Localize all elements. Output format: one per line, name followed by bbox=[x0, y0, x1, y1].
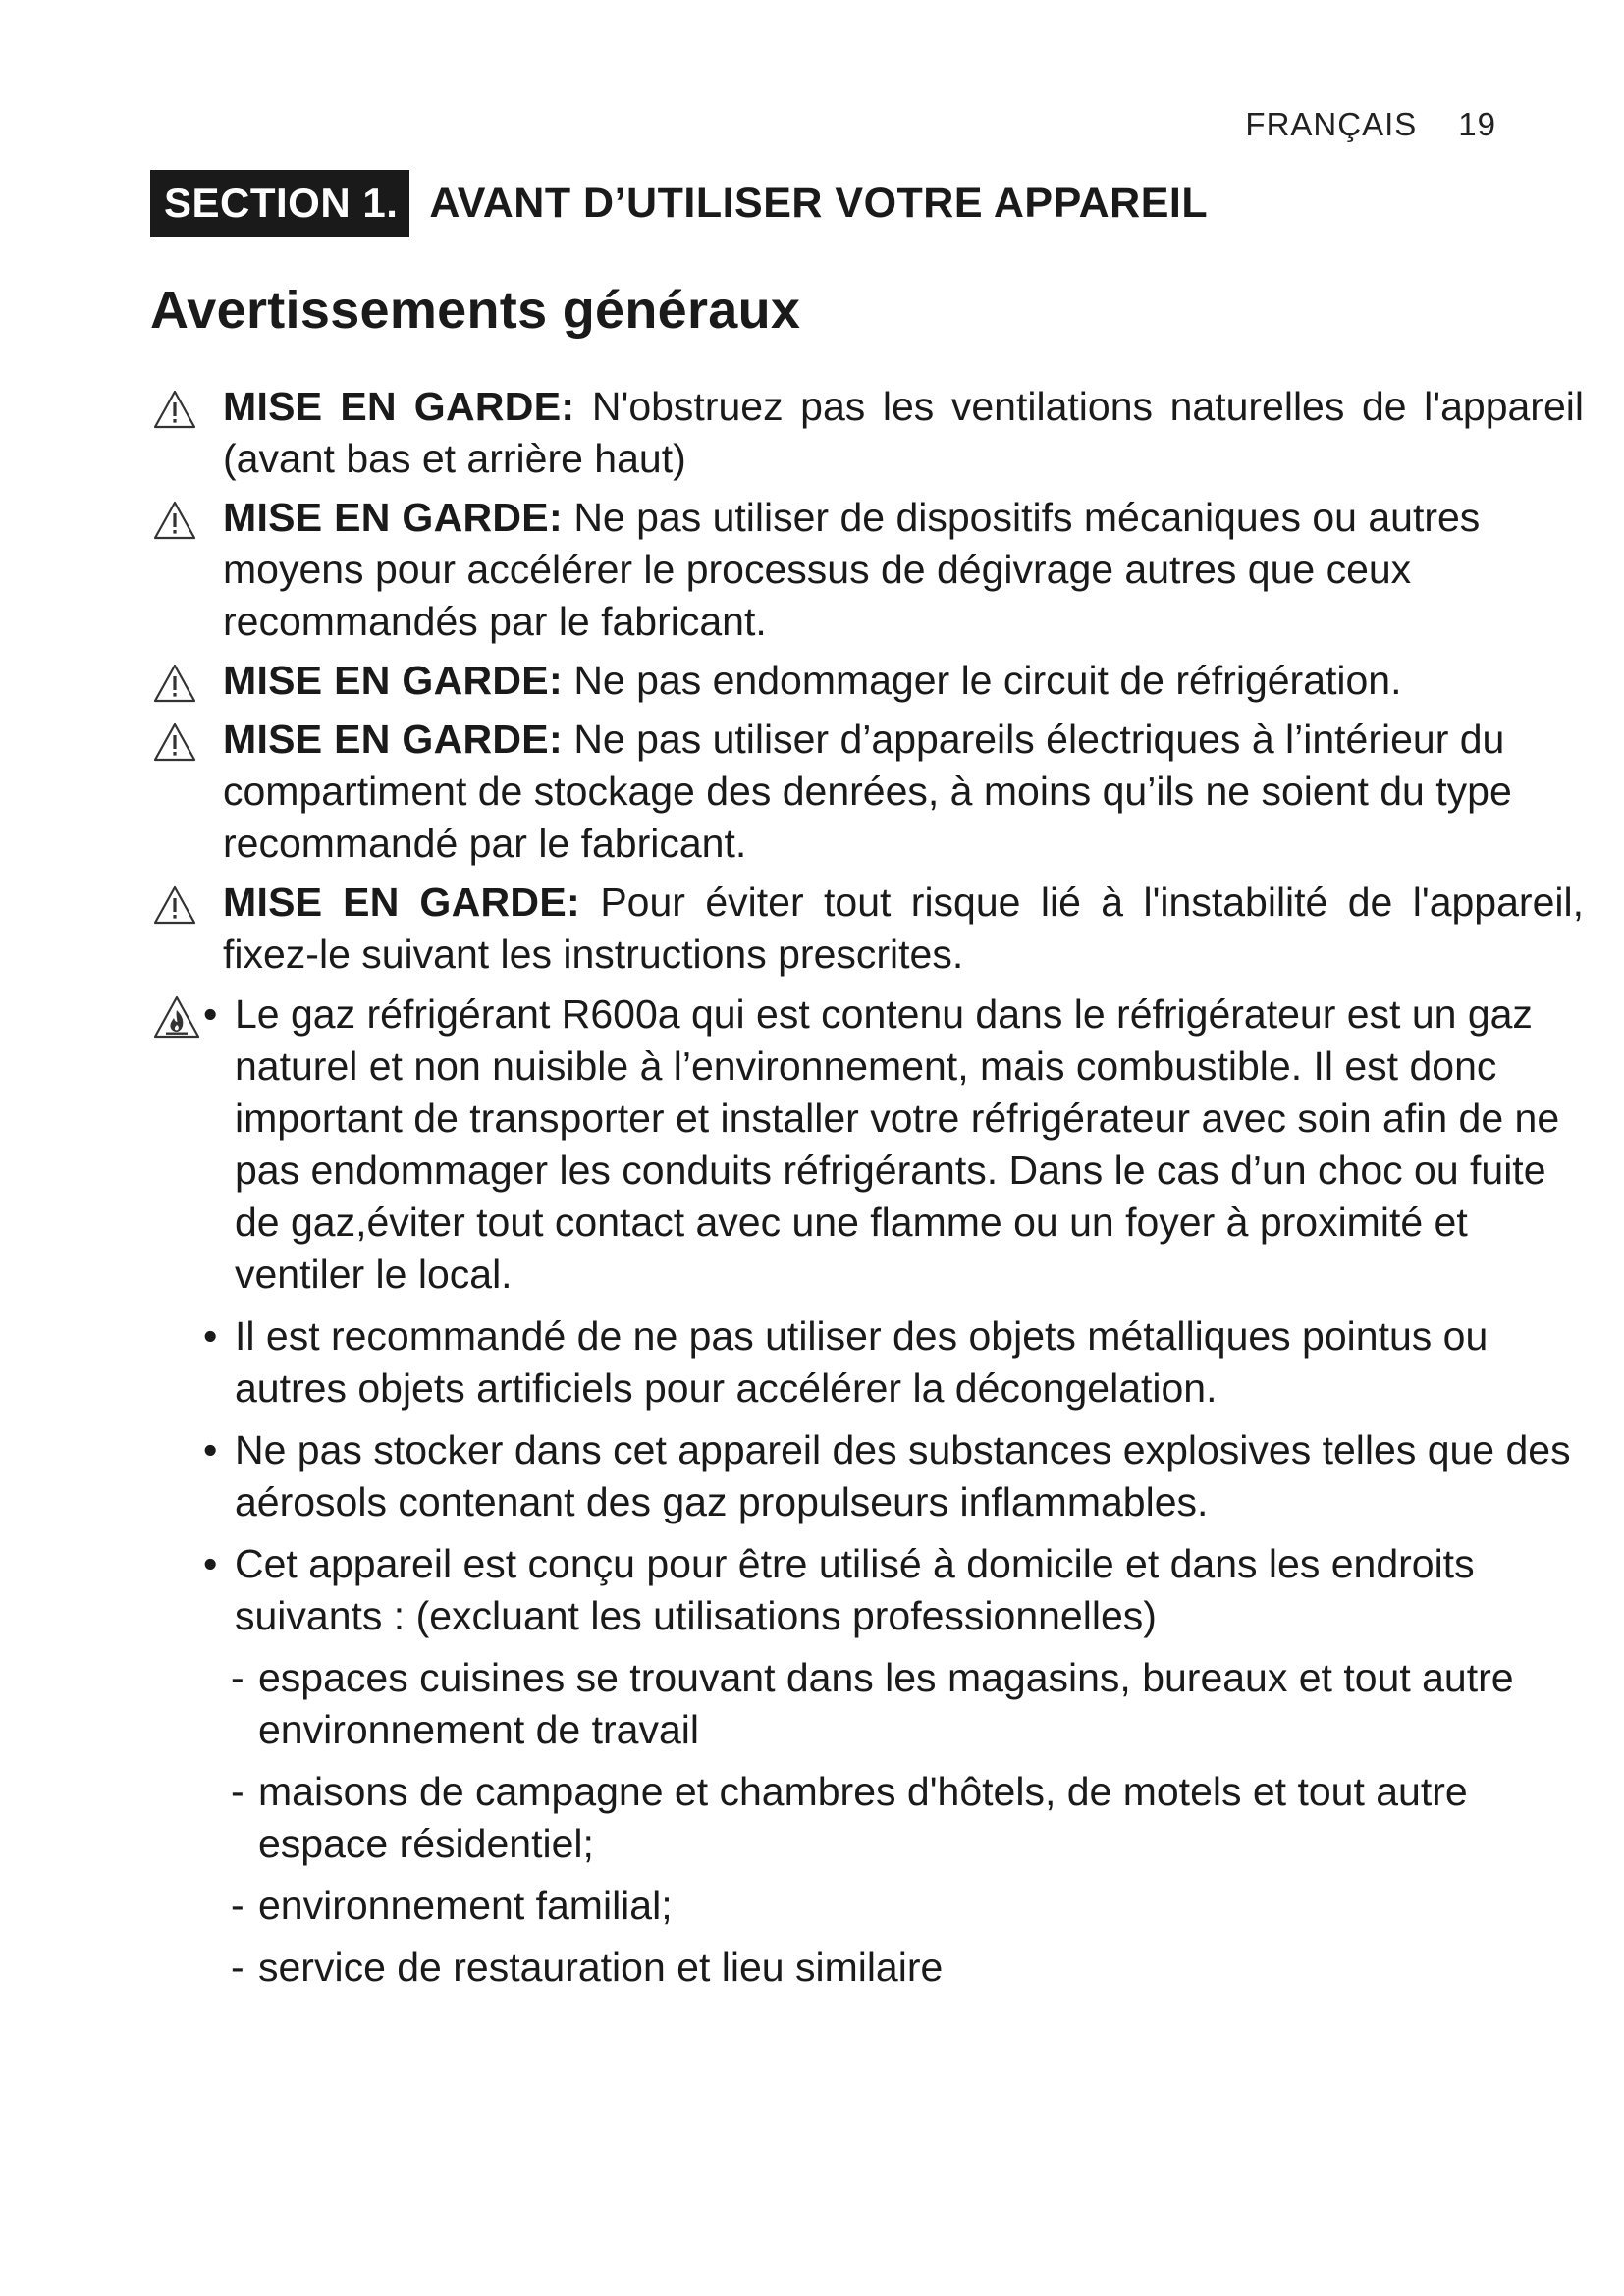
warning-triangle-icon bbox=[152, 884, 197, 926]
gas-note-text: Le gaz réfrigérant R600a qui est contenu dans le réfrigérateur est un gaz naturel et non nuisible à l’environnement, mais combustible. Il est donc important de transporter et installer votre réfrigérateur avec soin afin de ne pas endommager les conduits réfrigérants. Dans le cas d’un choc ou fuite de gaz,éviter tout contact avec une flamme ou un foyer à proximité et ventiler le local. bbox=[235, 991, 1560, 1297]
warning-triangle-icon bbox=[152, 500, 197, 541]
list-item bbox=[150, 1538, 1584, 1642]
warning-lead: MISE EN GARDE: bbox=[223, 495, 563, 540]
warning-item bbox=[150, 492, 1584, 648]
page-title: Avertissements généraux bbox=[150, 281, 801, 340]
refrigerant-gas-note bbox=[150, 988, 1584, 1301]
sub-list-item-text: environnement familial; bbox=[258, 1883, 673, 1928]
list-item-text: Ne pas stocker dans cet appareil des substances explosives telles que des aérosols contenant des gaz propulseurs inflammables. bbox=[235, 1427, 1571, 1524]
warning-text: Pour éviter tout risque lié à l'instabilité de l'appareil, fixez-le suivant les instructions prescrites. bbox=[223, 880, 1584, 977]
sub-list-item bbox=[150, 1880, 1584, 1932]
page-number: 19 bbox=[1458, 106, 1496, 142]
warning-triangle-icon bbox=[152, 721, 197, 763]
warning-item bbox=[150, 655, 1584, 707]
sub-list-item-text: espaces cuisines se trouvant dans les magasins, bureaux et tout autre environnement de travail bbox=[258, 1655, 1514, 1752]
warning-item bbox=[150, 714, 1584, 870]
dash-symbol: - bbox=[231, 1883, 244, 1928]
dash-symbol: - bbox=[231, 1769, 244, 1814]
list-item-text: Il est recommandé de ne pas utiliser des objets métalliques pointus ou autres objets artificiels pour accélérer la décongelation. bbox=[235, 1313, 1489, 1411]
sub-list-item bbox=[150, 1652, 1584, 1756]
sub-list-item bbox=[150, 1766, 1584, 1870]
running-header bbox=[1245, 106, 1496, 143]
dash-symbol: - bbox=[231, 1655, 244, 1700]
warning-triangle-icon bbox=[152, 663, 197, 704]
list-item-text: Cet appareil est conçu pour être utilisé à domicile et dans les endroits suivants : (excluant les utilisations professionnelles) bbox=[235, 1541, 1475, 1638]
warning-triangle-icon bbox=[152, 389, 197, 430]
bullet-symbol: • bbox=[203, 1541, 218, 1586]
section-label: SECTION 1. bbox=[150, 170, 409, 237]
warning-lead: MISE EN GARDE: bbox=[223, 384, 575, 429]
section-heading bbox=[150, 170, 1208, 237]
warning-lead: MISE EN GARDE: bbox=[223, 880, 580, 925]
warning-text: N'obstruez pas les ventilations naturelles de l'appareil (avant bas et arrière haut) bbox=[223, 384, 1584, 481]
sub-list-item-text: maisons de campagne et chambres d'hôtels, de motels et tout autre espace résidentiel; bbox=[258, 1769, 1468, 1866]
warning-text: Ne pas utiliser d’appareils électriques à l’intérieur du compartiment de stockage des denrées, à moins qu’ils ne soient du type recommandé par le fabricant. bbox=[223, 717, 1512, 866]
warning-item bbox=[150, 381, 1584, 485]
warning-item bbox=[150, 877, 1584, 981]
flammable-warning-icon bbox=[152, 994, 201, 1040]
sub-list-item bbox=[150, 1942, 1584, 1994]
section-title: AVANT D’UTILISER VOTRE APPAREIL bbox=[429, 179, 1209, 227]
sub-list-item-text: service de restauration et lieu similaire bbox=[258, 1945, 944, 1990]
list-item bbox=[150, 1310, 1584, 1415]
list-item bbox=[150, 1424, 1584, 1528]
bullet-symbol: • bbox=[203, 1427, 218, 1472]
bullet-symbol: • bbox=[203, 991, 218, 1037]
warnings-content bbox=[150, 381, 1584, 2003]
language-label: FRANÇAIS bbox=[1245, 106, 1418, 142]
dash-symbol: - bbox=[231, 1945, 244, 1990]
warning-text: Ne pas endommager le circuit de réfrigération. bbox=[573, 658, 1402, 703]
warning-lead: MISE EN GARDE: bbox=[223, 717, 563, 762]
warning-lead: MISE EN GARDE: bbox=[223, 658, 563, 703]
bullet-symbol: • bbox=[203, 1313, 218, 1359]
warning-text: Ne pas utiliser de dispositifs mécaniques ou autres moyens pour accélérer le processus de dégivrage autres que ceux recommandés par le fabricant. bbox=[223, 495, 1481, 644]
